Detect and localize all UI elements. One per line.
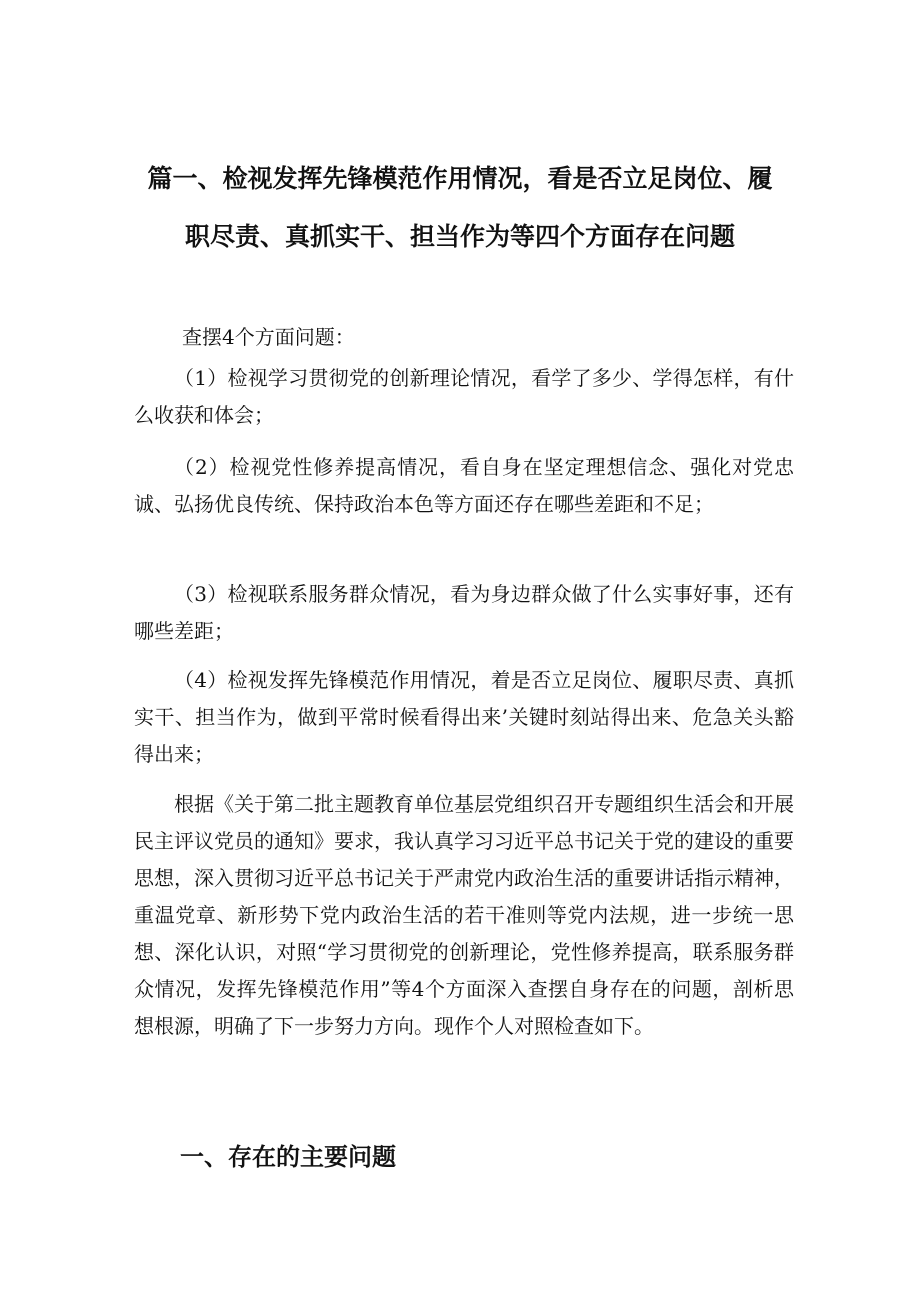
document-title-line-1: 篇一、检视发挥先锋模范作用情况，看是否立足岗位、履 [147,164,773,193]
item-1: （1）检视学习贯彻党的创新理论情况，看学了多少、学得怎样，有什么收获和体会； [134,366,794,427]
item-2: （2）检视党性修养提高情况，看自身在坚定理想信念、强化对党忠诚、弘扬优良传统、保持政治本色等方面还存在哪些差距和不足； [134,455,794,516]
document-title-line-2: 职尽责、真抓实干、担当作为等四个方面存在问题 [184,222,735,251]
section-heading: 一、存在的主要问题 [180,1143,396,1171]
intro-text: 查摆4个方面问题： [182,325,355,349]
item-3: （3）检视联系服务群众情况，看为身边群众做了什么实事好事，还有哪些差距； [134,582,794,643]
body-paragraph: 根据《关于第二批主题教育单位基层党组织召开专题组织生活会和开展民主评议党员的通知》要求，我认真学习习近平总书记关于党的建设的重要思想，深入贯彻习近平总书记关于严肃党内政治生活的重要讲话指示精神，重温党章、新形势下党内政治生活的若干准则等党内法规，进一步统一思想、深化认识，对照“学习贯彻党的创新理论，党性修养提高，联系服务群众情况，发挥先锋模范作用”等4个方面深入查摆自身存在的问题，剖析思想根源，明确了下一步努力方向。现作个人对照检查如下。 [134,792,794,1038]
item-4: （4）检视发挥先锋模范作用情况，着是否立足岗位、履职尽责、真抓实干、担当作为，做到平常时候看得出来’关键时刻站得出来、危急关头豁得出来； [134,668,794,766]
